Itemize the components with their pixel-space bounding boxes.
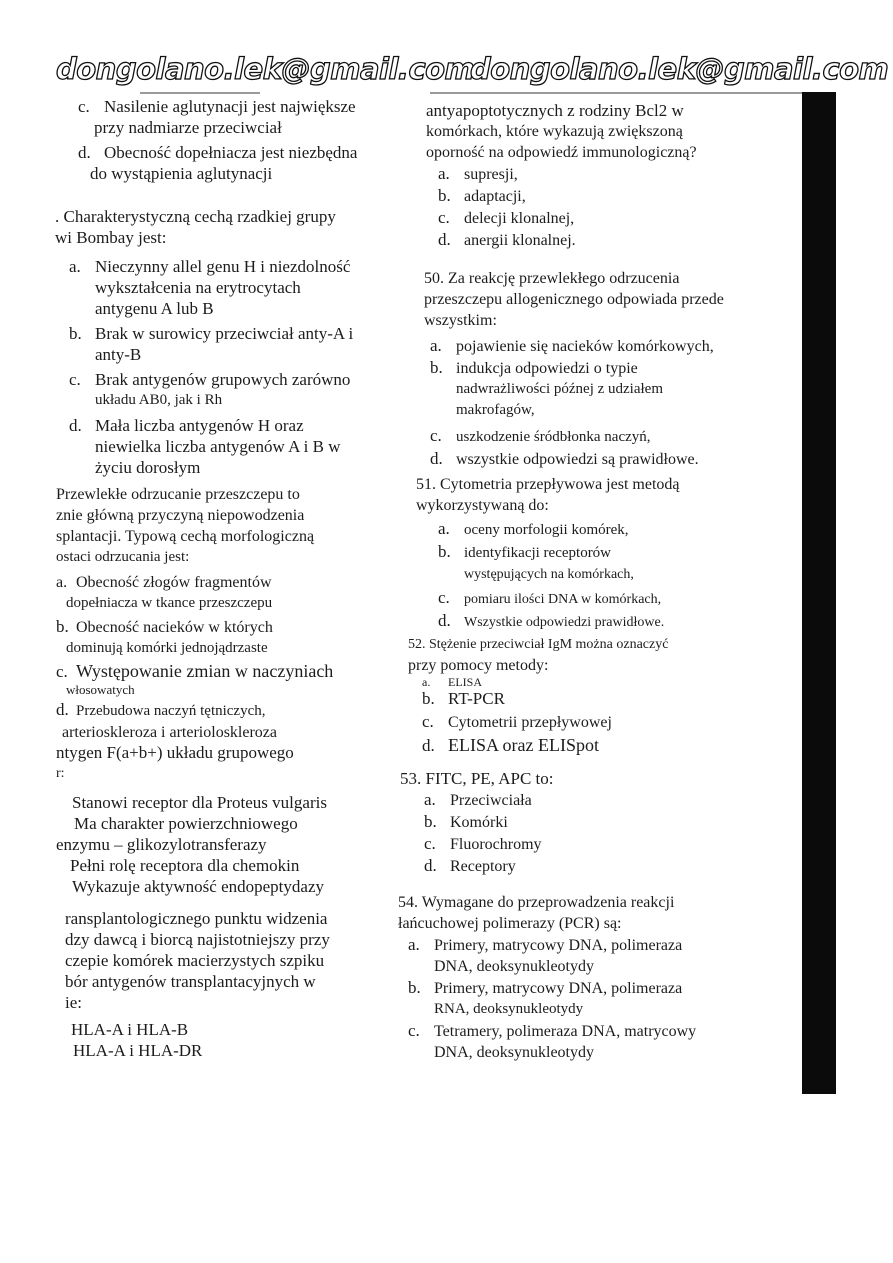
option-letter: b. — [408, 978, 421, 997]
question-text: znie główną przyczyną niepowodzenia — [56, 507, 305, 524]
option-text: Brak antygenów grupowych zarówno — [95, 370, 351, 389]
option-letter: b. — [69, 324, 82, 343]
option-text: delecji klonalnej, — [464, 210, 575, 227]
option-continuation: makrofagów, — [456, 402, 535, 418]
option-text: identyfikacji receptorów — [464, 545, 612, 561]
option-a — [438, 518, 701, 541]
option-letter: b. — [56, 617, 69, 636]
option-letter: a. — [438, 519, 450, 538]
option-letter: c. — [78, 97, 90, 116]
option-letter: d. — [78, 143, 91, 162]
option-d — [78, 142, 357, 163]
option-text: Komórki — [450, 814, 508, 831]
question-text: 50. Za reakcję przewlekłego odrzucenia — [424, 270, 680, 287]
option-letter: a. — [69, 257, 81, 276]
question-transplant-donor — [65, 908, 330, 1061]
scan-top-edge-left — [140, 92, 260, 94]
option-continuation: niewielka liczba antygenów A i B w — [95, 437, 341, 456]
watermark-right: dongolano.lek@gmail.com — [470, 52, 889, 86]
option-text: Nasilenie aglutynacji jest największe — [104, 97, 356, 116]
question-text: wi Bombay jest: — [55, 228, 167, 247]
option-letter: a. — [438, 164, 450, 183]
option-a — [56, 572, 333, 593]
option-text: Receptory — [450, 858, 516, 875]
option-text: Występowanie zmian w naczyniach — [76, 661, 334, 681]
option-continuation: przy nadmiarze przeciwciał — [94, 118, 282, 137]
option-text: Ma charakter powierzchniowego — [74, 814, 298, 833]
option-text: RT-PCR — [448, 689, 505, 708]
option-letter: b. — [430, 358, 443, 377]
prev-question-options — [60, 96, 358, 184]
option-letter: c. — [438, 588, 450, 607]
option-continuation: nadwrażliwości późnej z udziałem — [456, 381, 663, 397]
option-letter: c. — [430, 426, 442, 445]
question-text: Przewlekłe odrzucanie przeszczepu to — [56, 486, 300, 503]
option-letter: c. — [56, 662, 68, 681]
option-text: HLA-A i HLA-DR — [73, 1041, 203, 1060]
option-continuation: układu AB0, jak i Rh — [95, 392, 223, 408]
option-d — [422, 735, 682, 756]
option-text: pojawienie się nacieków komórkowych, — [456, 338, 714, 355]
option-text: enzymu – glikozylotransferazy — [56, 835, 267, 854]
scan-top-edge-right — [430, 92, 810, 94]
option-continuation: wykształcenia na erytrocytach — [95, 278, 301, 297]
option-d — [430, 448, 730, 470]
question-text: antyapoptotycznych z rodziny Bcl2 w — [426, 101, 684, 120]
option-letter: d. — [438, 230, 451, 249]
option-continuation: włosowatych — [66, 682, 135, 697]
option-d — [69, 415, 355, 436]
option-text: Brak w surowicy przeciwciał anty-A i — [95, 324, 354, 343]
option-continuation: dominują komórki jednojądrzaste — [66, 640, 268, 656]
option-c — [424, 833, 578, 855]
option-continuation: DNA, deoksynukleotydy — [434, 958, 594, 975]
option-letter: a. — [56, 574, 68, 591]
question-54 — [398, 892, 697, 1063]
option-d — [438, 610, 701, 633]
option-text: Obecność dopełniacza jest niezbędna — [104, 143, 358, 162]
question-text: dzy dawcą i biorcą najistotniejszy przy — [65, 930, 330, 949]
option-b — [424, 811, 578, 833]
option-letter: b. — [438, 186, 451, 205]
option-letter: a. — [422, 675, 431, 689]
option-continuation: antygenu A lub B — [95, 299, 214, 318]
option-c — [438, 207, 709, 229]
option-a — [422, 676, 682, 688]
option-text: oceny morfologii komórek, — [464, 522, 629, 538]
question-text: wykorzystywaną do: — [416, 497, 549, 514]
option-text: Przeciwciała — [450, 792, 532, 809]
option-letter: d. — [422, 736, 435, 755]
option-text: Stanowi receptor dla Proteus vulgaris — [72, 793, 327, 812]
option-text: HLA-A i HLA-B — [71, 1020, 189, 1039]
option-letter: b. — [422, 689, 435, 708]
option-c — [438, 587, 701, 610]
watermark-left: dongolano.lek@gmail.com — [56, 52, 475, 86]
option-text: Obecność nacieków w których — [76, 619, 273, 636]
question-text: . Charakterystyczną cechą rzadkiej grupy — [55, 207, 336, 226]
option-text: wszystkie odpowiedzi są prawidłowe. — [456, 451, 699, 468]
option-a — [438, 163, 709, 185]
option-letter: c. — [422, 712, 434, 731]
option-c — [69, 369, 355, 390]
question-text: 52. Stężenie przeciwciał IgM można oznaczyć — [408, 637, 669, 652]
question-50 — [424, 268, 724, 470]
option-letter: d. — [56, 700, 69, 719]
question-51 — [416, 474, 679, 633]
question-text: komórkach, które wykazują zwiększoną — [426, 123, 683, 140]
option-text: ELISA oraz ELISpot — [448, 735, 599, 755]
question-49 — [426, 100, 697, 251]
option-text: Tetramery, polimeraza DNA, matrycowy — [434, 1023, 697, 1040]
option-a — [69, 256, 355, 277]
option-continuation: życiu dorosłym — [95, 458, 201, 477]
option-letter: b. — [424, 812, 437, 831]
option-text: supresji, — [464, 166, 518, 183]
option-b — [438, 185, 709, 207]
option-d — [438, 229, 709, 251]
option-text: Primery, matrycowy DNA, polimeraza — [434, 937, 683, 954]
option-continuation: arterioskleroza i arterioloskleroza — [62, 724, 277, 741]
question-bombay — [55, 206, 354, 478]
question-text: przeszczepu allogenicznego odpowiada przede — [424, 291, 724, 308]
option-text: Mała liczba antygenów H oraz — [95, 416, 304, 435]
option-text: Wykazuje aktywność endopeptydazy — [72, 877, 324, 896]
question-text: splantacji. Typową cechą morfologiczną — [56, 528, 315, 545]
option-letter: b. — [438, 542, 451, 561]
option-text: Wszystkie odpowiedzi prawidłowe. — [464, 615, 665, 630]
question-text: oporność na odpowiedź immunologiczną? — [426, 144, 697, 161]
option-text: anergii klonalnej. — [464, 232, 576, 249]
question-chronic-rejection — [56, 484, 333, 743]
question-text: 54. Wymagane do przeprowadzenia reakcji — [398, 894, 675, 911]
option-a — [430, 335, 730, 357]
option-letter: a. — [430, 336, 442, 355]
option-letter: c. — [408, 1021, 420, 1040]
question-text: 51. Cytometria przepływowa jest metodą — [416, 476, 680, 493]
option-text: indukcja odpowiedzi o typie — [456, 360, 638, 377]
option-text: Obecność złogów fragmentów — [76, 574, 272, 591]
option-d — [424, 855, 578, 877]
option-continuation: RNA, deoksynukleotydy — [434, 1001, 584, 1017]
question-text: ntygen F(a+b+) układu grupowego — [56, 743, 294, 762]
question-text: ostaci odrzucania jest: — [56, 549, 190, 565]
option-letter: a. — [408, 935, 420, 954]
option-letter: d. — [430, 449, 443, 468]
question-text: wszystkim: — [424, 312, 497, 329]
scan-edge-bar — [802, 92, 836, 1094]
option-b — [69, 323, 355, 344]
option-text: adaptacji, — [464, 188, 526, 205]
question-text: czepie komórek macierzystych szpiku — [65, 951, 325, 970]
option-continuation: anty-B — [95, 345, 142, 364]
option-text: pomiaru ilości DNA w komórkach, — [464, 592, 662, 607]
option-b — [422, 688, 682, 709]
option-letter: d. — [69, 416, 82, 435]
option-letter: c. — [69, 370, 81, 389]
option-text: ELISA — [448, 675, 482, 689]
option-text: Przebudowa naczyń tętniczych, — [76, 703, 266, 719]
question-53 — [400, 768, 554, 877]
option-a — [408, 934, 696, 956]
question-text: 53. FITC, PE, APC to: — [400, 769, 554, 788]
option-continuation: do wystąpienia aglutynacji — [90, 164, 273, 183]
option-letter: c. — [424, 834, 436, 853]
option-text: Fluorochromy — [450, 836, 542, 853]
option-text: Pełni rolę receptora dla chemokin — [70, 856, 300, 875]
option-text: Nieczynny allel genu H i niezdolność — [95, 257, 351, 276]
option-b — [56, 616, 333, 638]
question-text: ransplantologicznego punktu widzenia — [65, 909, 328, 928]
question-text: ie: — [65, 993, 82, 1012]
question-antigen-f — [56, 742, 327, 897]
option-text: Primery, matrycowy DNA, polimeraza — [434, 980, 683, 997]
option-letter: d. — [424, 856, 437, 875]
option-b — [408, 977, 696, 999]
option-c — [422, 711, 682, 733]
question-52 — [408, 634, 668, 756]
option-c — [430, 425, 730, 448]
question-text: przy pomocy metody: — [408, 657, 549, 674]
option-letter: a. — [424, 790, 436, 809]
option-continuation: dopełniacza w tkance przeszczepu — [66, 595, 273, 611]
option-c — [408, 1020, 696, 1042]
option-letter: c. — [438, 208, 450, 227]
option-continuation: występujących na komórkach, — [464, 567, 634, 582]
option-d — [56, 699, 333, 722]
option-continuation: DNA, deoksynukleotydy — [434, 1044, 594, 1061]
question-text: bór antygenów transplantacyjnych w — [65, 972, 316, 991]
option-a — [424, 789, 578, 811]
option-letter: d. — [438, 611, 451, 630]
option-b — [438, 541, 701, 564]
option-b — [430, 357, 730, 379]
question-text: r: — [56, 766, 65, 781]
option-c — [78, 96, 357, 117]
option-text: Cytometrii przepływowej — [448, 714, 612, 731]
option-text: uszkodzenie śródbłonka naczyń, — [456, 429, 651, 445]
question-text: łańcuchowej polimerazy (PCR) są: — [398, 915, 622, 932]
option-c — [56, 661, 333, 682]
